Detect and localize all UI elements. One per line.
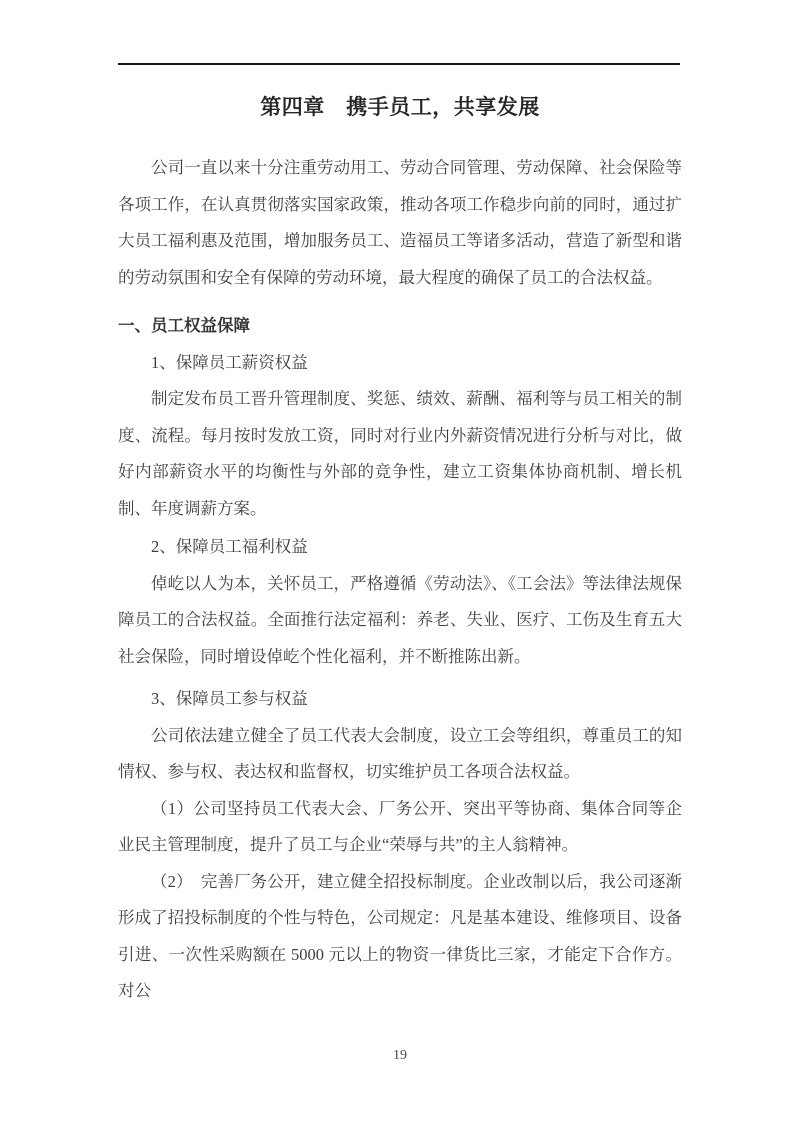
subsection-1-heading: 1、保障员工薪资权益 xyxy=(151,352,308,372)
chapter-title: 第四章 携手员工，共享发展 xyxy=(260,95,540,119)
subsection-2-body: 倬屹以人为本，关怀员工，严格遵循《劳动法》、《工会法》等法律法规保障员工的合法权益。全面推行法定福利：养老、失业、医疗、工伤及生育五大社会保险，同时增设倬屹个性化福利，并不断推陈出新。 xyxy=(118,573,682,666)
subsection-2-heading: 2、保障员工福利权益 xyxy=(151,537,308,556)
subsection-3-item-2: （2） 完善厂务公开，建立健全招投标制度。企业改制以后，我公司逐渐形成了招投标制度的个性与特色，公司规定：凡是基本建设、维修项目、设备引进、一次性采购额在 5000 元以上的物资一律货比三家，才能定下合作方。对公 xyxy=(118,871,682,1000)
intro-paragraph: 公司一直以来十分注重劳动用工、劳动合同管理、劳动保障、社会保险等各项工作，在认真贯彻落实国家政策，推动各项工作稳步向前的同时，通过扩大员工福利惠及范围，增加服务员工、造福员工等诸多活动，营造了新型和谐的劳动氛围和安全有保障的劳动环境，最大程度的确保了员工的合法权益。 xyxy=(118,158,682,287)
section-heading: 一、员工权益保障 xyxy=(118,316,250,335)
subsection-3-body: 公司依法建立健全了员工代表大会制度，设立工会等组织，尊重员工的知情权、参与权、表达权和监督权，切实维护员工各项合法权益。 xyxy=(118,725,682,781)
page-number: 19 xyxy=(393,1048,407,1063)
subsection-3-item-1: （1）公司坚持员工代表大会、厂务公开、突出平等协商、集体合同等企业民主管理制度，提升了员工与企业“荣辱与共”的主人翁精神。 xyxy=(118,798,682,854)
subsection-3-heading: 3、保障员工参与权益 xyxy=(151,689,308,708)
subsection-1-body: 制定发布员工晋升管理制度、奖惩、绩效、薪酬、福利等与员工相关的制度、流程。每月按时发放工资，同时对行业内外薪资情况进行分析与对比，做好内部薪资水平的均衡性与外部的竞争性，建立工资集体协商机制、增长机制、年度调薪方案。 xyxy=(118,389,682,518)
page-content xyxy=(118,0,682,1010)
